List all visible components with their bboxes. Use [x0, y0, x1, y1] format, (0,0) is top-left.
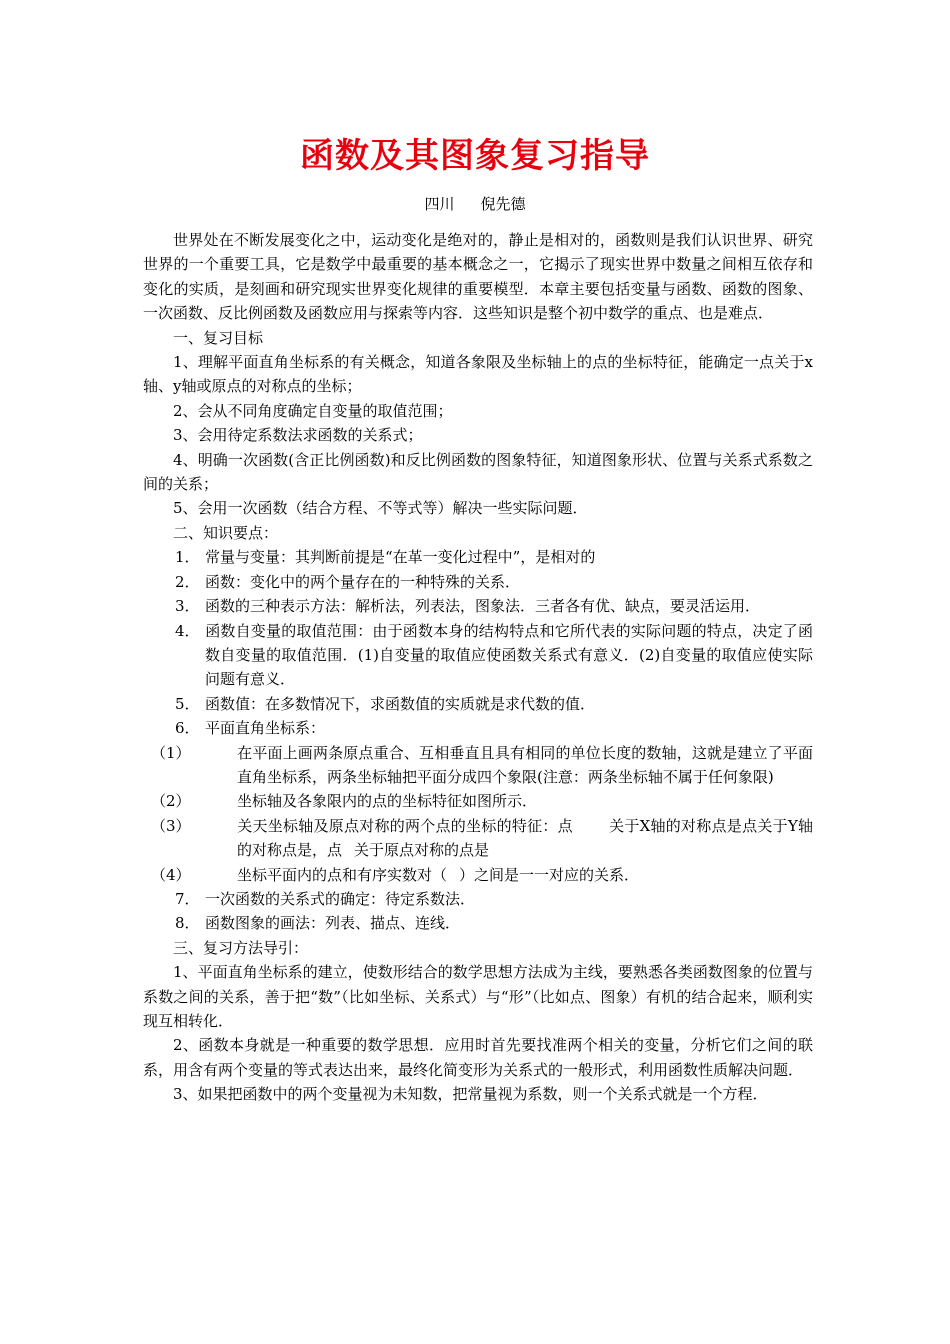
method-item: 3、如果把函数中的两个变量视为未知数，把常量视为系数，则一个关系式就是一个方程．: [173, 1085, 768, 1104]
item-number: 8．: [175, 914, 200, 933]
item-number: 5．: [175, 694, 200, 713]
item-text: 平面直角坐标系：: [205, 719, 326, 738]
goal-item: 3、会用待定系数法求函数的关系式；: [173, 426, 423, 445]
subitem-text: 关于原点对称的点是: [354, 841, 490, 860]
goal-item: 5、会用一次函数（结合方程、不等式等）解决一些实际问题．: [173, 499, 588, 518]
document-body: [143, 228, 813, 1107]
method-item: 1、平面直角坐标系的建立，使数形结合的数学思想方法成为主线，要熟悉各类函数图象的位置与系数之间的关系，善于把“数”（比如坐标、关系式）与“形”（比如点、图象）有机的结合起来，顺利实现互相转化．: [143, 963, 813, 1030]
subitem-number: （3）: [151, 816, 191, 835]
knowledge-item: [143, 545, 813, 569]
section-heading-goals: 一、复习目标: [173, 328, 264, 347]
item-text: 函数的三种表示方法：解析法，列表法，图象法．三者各有优、缺点，要灵活运用．: [205, 597, 761, 616]
subitem-number: （1）: [151, 743, 191, 762]
coordinate-subitem: [143, 863, 813, 887]
knowledge-item: [143, 716, 813, 740]
author-name: 倪先德: [480, 195, 526, 213]
item-number: 2．: [175, 572, 200, 591]
subitem-text: ）之间是一一对应的关系．: [459, 865, 640, 884]
item-number: 3．: [175, 597, 200, 616]
item-text: 函数：变化中的两个量存在的一种特殊的关系．: [205, 572, 521, 591]
coordinate-subitem: [143, 789, 813, 813]
item-text: 函数图象的画法：列表、描点、连线．: [205, 914, 461, 933]
item-number: 6．: [175, 719, 200, 738]
subitem-number: （2）: [151, 792, 191, 811]
coordinate-subitem: [143, 741, 813, 790]
knowledge-item: [143, 692, 813, 716]
item-number: 7．: [175, 889, 200, 908]
subitem-text: 关天坐标轴及原点对称的两个点的坐标的特征：点: [237, 816, 573, 835]
method-item: 2、函数本身就是一种重要的数学思想．应用时首先要找准两个相关的变量，分析它们之间的联系，用含有两个变量的等式表达出来，最终化简变形为关系式的一般形式，利用函数性质解决问题．: [143, 1036, 813, 1079]
subitem-text: 坐标平面内的点和有序实数对（: [237, 865, 448, 884]
intro-paragraph: 世界处在不断发展变化之中，运动变化是绝对的，静止是相对的，函数则是我们认识世界、研究世界的一个重要工具，它是数学中最重要的基本概念之一，它揭示了现实世界中数量之间相互依存和变化的实质，是刻画和研究现实世界变化规律的重要模型．本章主要包括变量与函数、函数的图象、一次函数、反比例函数及函数应用与探索等内容．这些知识是整个初中数学的重点、也是难点．: [143, 231, 813, 323]
goal-item: 1、理解平面直角坐标系的有关概念，知道各象限及坐标轴上的点的坐标特征，能确定一点关于x轴、y轴或原点的对称点的坐标；: [143, 353, 813, 396]
subitem-number: （4）: [151, 865, 191, 884]
author-region: 四川: [424, 195, 455, 213]
item-text: 函数值：在多数情况下，求函数值的实质就是求代数的值．: [205, 694, 596, 713]
author-line: [0, 193, 950, 214]
subitem-text: 在平面上画两条原点重合、互相垂直且具有相同的单位长度的数轴，这就是建立了平面直角坐标系，两条坐标轴把平面分成四个象限(注意：两条坐标轴不属于任何象限): [237, 743, 813, 786]
knowledge-item: [143, 570, 813, 594]
item-text: 函数自变量的取值范围：由于函数本身的结构特点和它所代表的实际问题的特点，决定了函数自变量的取值范围．(1)自变量的取值应使函数关系式有意义．(2)自变量的取值应使实际问题有意义．: [205, 621, 813, 689]
item-number: 1．: [175, 548, 200, 567]
goal-item: 2、会从不同角度确定自变量的取值范围；: [173, 401, 453, 420]
goal-item: 4、明确一次函数(含正比例函数)和反比例函数的图象特征，知道图象形状、位置与关系式系数之间的关系；: [143, 450, 813, 494]
item-text: 常量与变量：其判断前提是“在革一变化过程中”，是相对的: [205, 548, 596, 567]
knowledge-item: [143, 619, 813, 692]
subitem-text: 坐标轴及各象限内的点的坐标特征如图所示．: [237, 792, 538, 811]
item-number: 4．: [175, 621, 200, 640]
section-heading-knowledge: 二、知识要点：: [173, 523, 279, 542]
document-title: 函数及其图象复习指导: [300, 136, 650, 176]
section-heading-methods: 三、复习方法导引：: [173, 938, 309, 957]
coordinate-subitem: [143, 814, 813, 863]
knowledge-item: [143, 594, 813, 618]
knowledge-item: [143, 887, 813, 911]
subitem-text: 关于X轴的对称点是: [608, 816, 743, 835]
subitem-text: 点关于Y轴的对称点是，点: [237, 816, 813, 860]
item-text: 一次函数的关系式的确定：待定系数法．: [205, 889, 476, 908]
knowledge-item: [143, 911, 813, 935]
